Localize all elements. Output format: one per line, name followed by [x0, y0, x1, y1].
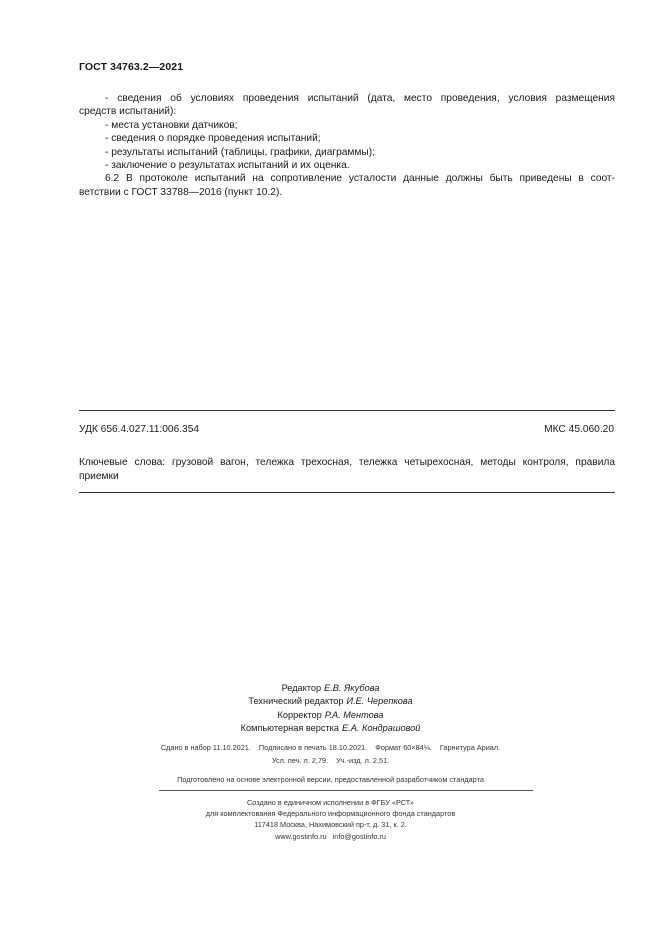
mks-code: МКС 45.060.20	[544, 424, 614, 435]
publisher-line-2: для комплектования Федерального информационного фонда стандартов	[205, 809, 456, 819]
keywords-line-1: Ключевые слова: грузовой вагон, тележка трехосная, тележка четырехосная, методы контроля, правила	[79, 457, 615, 468]
print-info-field: Усл. печ. л. 2,79.	[271, 755, 329, 765]
list-item: - результаты испытаний (таблицы, графики, диаграммы);	[105, 146, 375, 158]
intro-line-2: средств испытаний):	[79, 106, 177, 118]
credit-editor	[0, 682, 661, 695]
publisher-block	[0, 797, 661, 842]
print-info-line-1	[0, 742, 661, 755]
credit-layout	[0, 722, 661, 735]
intro-line-1: - сведения об условиях проведения испытаний (дата, место проведения, условия размещения	[105, 93, 615, 104]
credit-role: Редактор	[281, 683, 322, 693]
print-info-field: Сдано в набор 11.10.2021.	[160, 743, 251, 752]
credit-person: Е.А. Кондрашовой	[342, 722, 421, 733]
prepared-note: Подготовлено на основе электронной версии, предоставленной разработчиком стандарта	[177, 775, 484, 784]
credits-block	[0, 682, 661, 735]
credit-tech-editor	[0, 695, 661, 708]
paragraph-6-2-line-1: 6.2 В протоколе испытаний на сопротивление усталости данные должны быть приведены в соот-	[105, 173, 615, 185]
print-info	[0, 742, 661, 767]
publisher-address: 117418 Москва, Нахимовский пр-т, д. 31, к. 2.	[254, 820, 407, 830]
list-item: - места установки датчиков;	[105, 119, 238, 131]
print-info-field: Уч.-изд. л. 2,51.	[336, 755, 390, 765]
divider	[79, 492, 615, 493]
print-info-field: Подписано в печать 18.10.2021.	[258, 743, 368, 752]
publisher-line-1: Создано в единичном исполнении в ФГБУ «РСТ»	[247, 798, 414, 807]
udk-code: УДК 656.4.027.11:006.354	[79, 424, 200, 435]
print-info-line-2	[0, 755, 661, 768]
credit-corrector	[0, 709, 661, 722]
divider	[159, 790, 533, 791]
credit-role: Корректор	[277, 709, 322, 720]
list-item: - сведения о порядке проведения испытаний;	[105, 133, 321, 145]
email-link[interactable]: info@gostinfo.ru	[332, 831, 386, 841]
list-item: - заключение о результатах испытаний и их оценка.	[105, 160, 350, 172]
body-text	[79, 92, 615, 199]
credit-person: Р.А. Ментова	[324, 709, 384, 720]
divider	[79, 410, 615, 411]
paragraph-6-2-line-2: ветствии с ГОСТ 33788—2016 (пункт 10.2).	[79, 186, 283, 198]
keywords	[79, 456, 615, 483]
credit-role: Технический редактор	[248, 696, 344, 707]
website-link[interactable]: www.gostinfo.ru	[275, 831, 327, 841]
print-info-field: Гарнитура Ариал.	[439, 743, 501, 752]
credit-person: И.Е. Черепкова	[346, 696, 413, 707]
keywords-line-2: приемки	[79, 470, 119, 482]
document-header: ГОСТ 34763.2—2021	[79, 61, 184, 73]
publisher-contacts	[0, 831, 661, 842]
credit-role: Компьютерная верстка	[240, 722, 340, 733]
credit-person: Е.В. Якубова	[324, 683, 380, 693]
print-info-field: Формат 60×84⅛.	[375, 743, 432, 752]
